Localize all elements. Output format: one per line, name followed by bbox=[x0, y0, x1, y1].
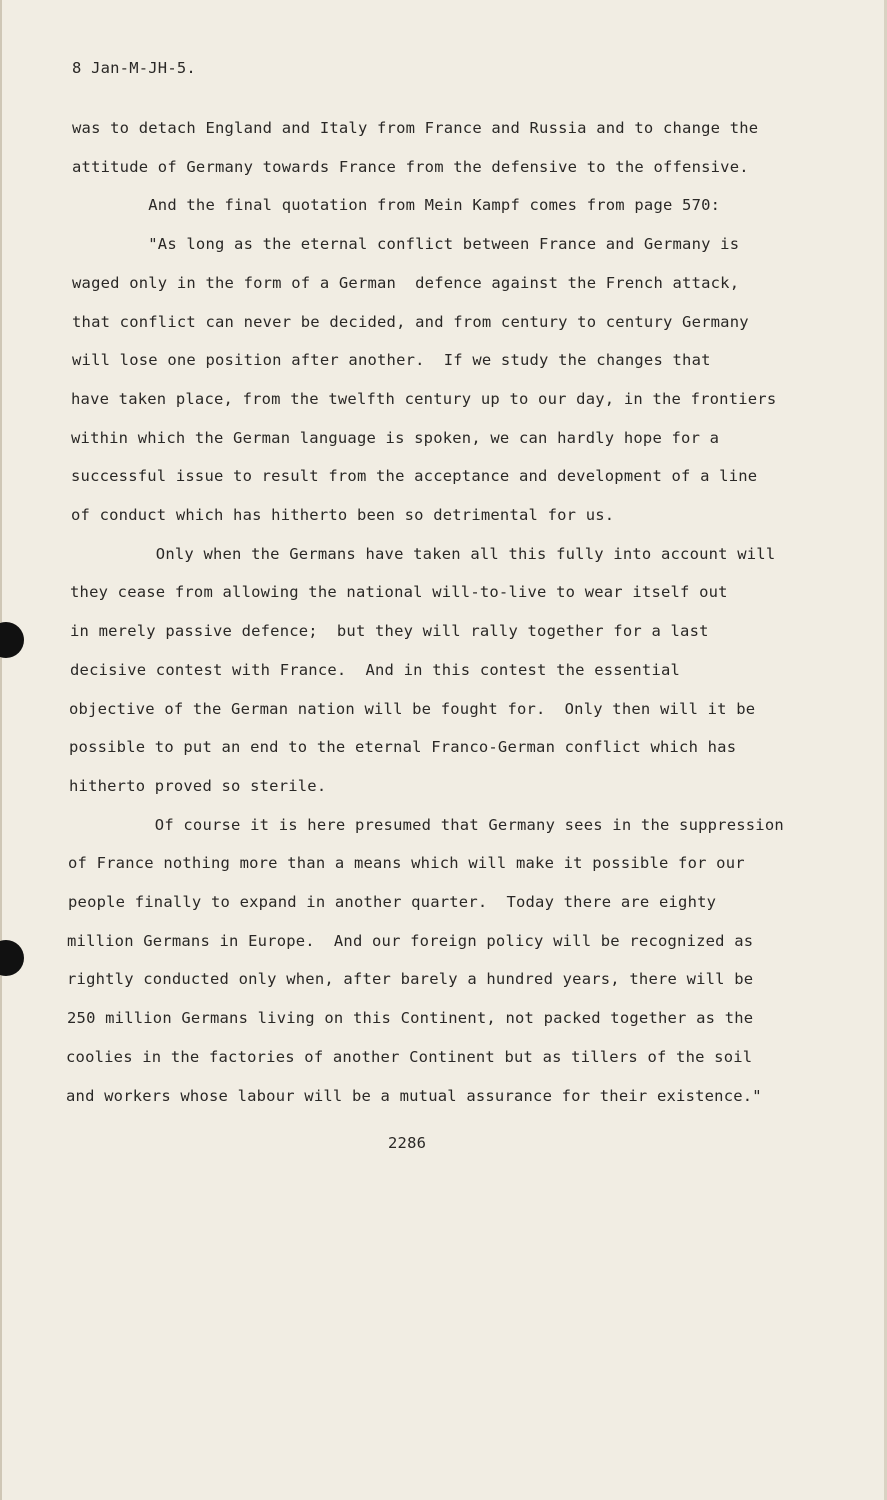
body-line: rightly conducted only when, after barely a hundred years, there will be bbox=[67, 970, 754, 988]
body-line: coolies in the factories of another Continent but as tillers of the soil bbox=[66, 1048, 753, 1066]
body-line: of conduct which has hitherto been so detrimental for us. bbox=[71, 506, 615, 524]
body-line: that conflict can never be decided, and from century to century Germany bbox=[72, 313, 749, 331]
body-line: Only when the Germans have taken all this fully into account will bbox=[70, 545, 776, 563]
body-line: million Germans in Europe. And our foreign policy will be recognized as bbox=[67, 932, 754, 950]
body-line: possible to put an end to the eternal Franco-German conflict which has bbox=[69, 738, 737, 756]
body-line: people finally to expand in another quarter. Today there are eighty bbox=[68, 893, 717, 911]
body-line: successful issue to result from the acceptance and development of a line bbox=[71, 467, 758, 485]
document-reference: 8 Jan-M-JH-5. bbox=[72, 59, 196, 77]
body-line: have taken place, from the twelfth century up to our day, in the frontiers bbox=[71, 390, 777, 408]
body-line: "As long as the eternal conflict between France and Germany is bbox=[72, 235, 740, 253]
body-line: attitude of Germany towards France from the defensive to the offensive. bbox=[72, 158, 749, 176]
body-line: of France nothing more than a means which will make it possible for our bbox=[68, 854, 745, 872]
punch-hole-upper bbox=[0, 622, 24, 658]
body-line: waged only in the form of a German defence against the French attack, bbox=[72, 274, 740, 292]
body-line: objective of the German nation will be fought for. Only then will it be bbox=[69, 700, 756, 718]
body-line: within which the German language is spoken, we can hardly hope for a bbox=[71, 429, 720, 447]
body-line: hitherto proved so sterile. bbox=[69, 777, 327, 795]
body-line: Of course it is here presumed that Germany sees in the suppression bbox=[69, 816, 784, 834]
body-line: in merely passive defence; but they will rally together for a last bbox=[70, 622, 709, 640]
punch-hole-lower bbox=[0, 940, 24, 976]
body-line: And the final quotation from Mein Kampf comes from page 570: bbox=[72, 196, 721, 214]
body-line: will lose one position after another. If we study the changes that bbox=[72, 351, 711, 369]
body-line: decisive contest with France. And in this contest the essential bbox=[70, 661, 681, 679]
body-line: was to detach England and Italy from France and Russia and to change the bbox=[72, 119, 759, 137]
body-line: and workers whose labour will be a mutual assurance for their existence." bbox=[66, 1087, 762, 1105]
page-number: 2286 bbox=[388, 1134, 427, 1152]
body-line: 250 million Germans living on this Continent, not packed together as the bbox=[67, 1009, 754, 1027]
body-line: they cease from allowing the national will-to-live to wear itself out bbox=[70, 583, 728, 601]
